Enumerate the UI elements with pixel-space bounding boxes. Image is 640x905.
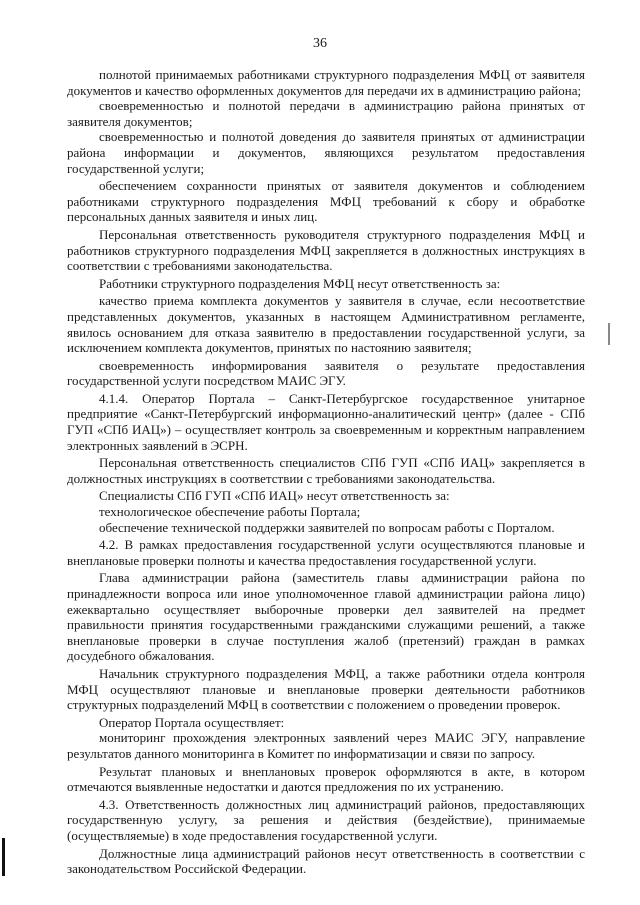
paragraph: технологическое обеспечение работы Портала; [99,504,361,520]
paragraph: Персональная ответственность руководителя структурного подразделения МФЦ и работников структурного подразделения МФЦ закрепляется в должностных инструкциях в соответствии с требованиями законодательства. [67,226,585,274]
paragraph: Работники структурного подразделения МФЦ несут ответственность за: [99,275,501,291]
paragraph: Специалисты СПб ГУП «СПб ИАЦ» несут ответственность за: [99,488,450,504]
scan-margin-mark [608,323,610,345]
paragraph: Начальник структурного подразделения МФЦ, а также работники отдела контроля МФЦ осуществляют плановые и внеплановые проверки деятельности работников структурных подразделений МФЦ в соответствии с положением о проведении проверок. [67,665,585,713]
paragraph: Должностные лица администраций районов несут ответственность в соответствии с законодательством Российской Федерации. [67,845,585,877]
scan-margin-mark [2,838,5,876]
paragraph: Глава администрации района (заместитель главы администрации района по принадлежности вопроса или иное уполномоченное главой администрации района лицо) ежеквартально осуществляет выборочные проверки дел заявителей на предмет правильности принятия государственными гражданскими служащими решений, а также внеплановые проверки в случае поступления жалоб (претензий) граждан в рамках досудебного обжалования. [67,570,585,664]
paragraph: 4.3. Ответственность должностных лиц администраций районов, предоставляющих государственную услугу, за решения и действия (бездействие), принимаемые (осуществляемые) в ходе предоставления государственной услуги. [67,796,585,843]
paragraph: обеспечением сохранности принятых от заявителя документов и соблюдением работниками структурного подразделения МФЦ требований к сбору и обработке персональных данных заявителя и иных лиц. [67,178,585,225]
page-number: 36 [313,36,327,51]
paragraph: своевременностью и полнотой передачи в администрацию района принятых от заявителя документов; [67,98,585,129]
paragraph: своевременность информирования заявителя о результате предоставления государственной услуги посредством МАИС ЭГУ. [67,357,585,389]
paragraph: Оператор Портала осуществляет: [99,714,285,730]
paragraph: Персональная ответственность специалистов СПб ГУП «СПб ИАЦ» закрепляется в должностных инструкциях в соответствии с требованиями законодательства. [67,455,585,486]
paragraph: Результат плановых и внеплановых проверок оформляются в акте, в котором отмечаются выявленные недостатки и даются предложения по их устранению. [67,763,585,795]
paragraph: полнотой принимаемых работниками структурного подразделения МФЦ от заявителя документов и качество оформленных документов для передачи их в администрацию района; [67,67,585,98]
document-body [67,67,585,877]
paragraph: обеспечение технической поддержки заявителей по вопросам работы с Порталом. [99,519,555,535]
paragraph: своевременностью и полнотой доведения до заявителя принятых от администрации района информации и документов, являющихся результатом предоставления государственной услуги; [67,129,585,176]
paragraph: мониторинг прохождения электронных заявлений через МАИС ЭГУ, направление результатов данного мониторинга в Комитет по информатизации и связи по запросу. [67,730,585,761]
paragraph: 4.2. В рамках предоставления государственной услуги осуществляются плановые и внеплановые проверки полноты и качества предоставления государственной услуги. [67,537,585,568]
paragraph: 4.1.4. Оператор Портала – Санкт-Петербургское государственное унитарное предприятие «Санкт-Петербургский информационно-аналитический центр» (далее - СПб ГУП «СПб ИАЦ») – осуществляет контроль за своевременным и корректным направлением электронных заявлений в ЭСРН. [67,390,585,453]
paragraph: качество приема комплекта документов у заявителя в случае, если несоответствие представленных документов, указанных в настоящем Административном регламенте, явилось основанием для отказа заявителю в предоставлении государственной услуги, за исключением комплекта документов, принятых по настоянию заявителя; [67,293,585,356]
